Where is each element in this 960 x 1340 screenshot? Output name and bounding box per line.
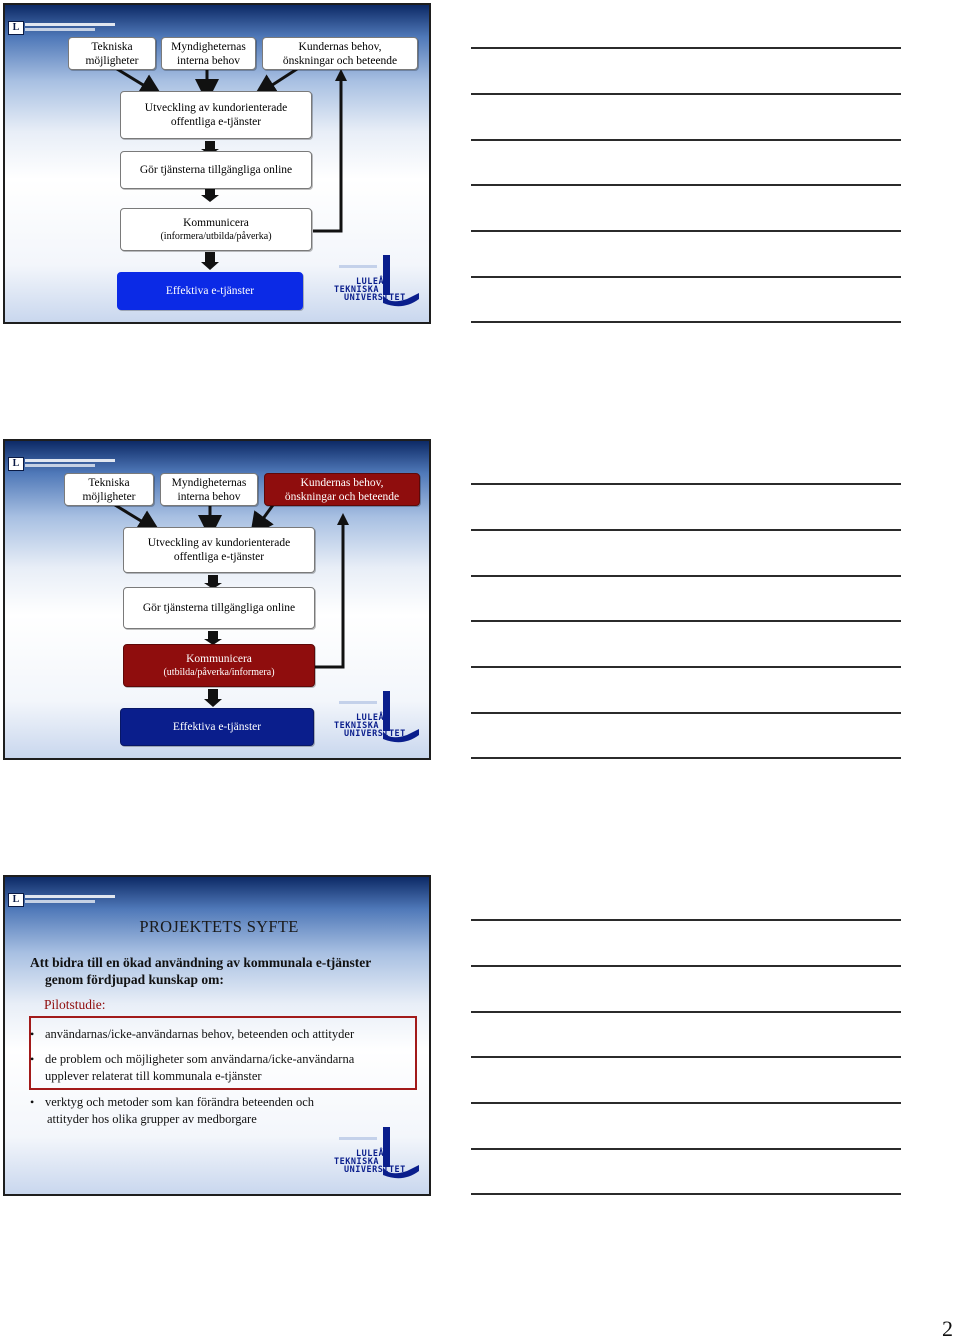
bullet-text: attityder hos olika grupper av medborgare [47, 1112, 257, 1126]
logo-line: UNIVERSITET [344, 1165, 406, 1175]
box-text-line: interna behov [177, 490, 241, 503]
logo-line: LULEÅ [356, 713, 385, 723]
ltu-mini-logo: L [8, 21, 24, 35]
box-text-line: (informera/utbilda/påverka) [160, 230, 272, 242]
note-line [471, 1011, 901, 1013]
box-technical-possibilities [68, 37, 156, 70]
note-line [471, 1148, 901, 1150]
slide-title: PROJEKTETS SYFTE [139, 917, 299, 936]
box-text-line: Kundernas behov, [298, 40, 382, 53]
box-authority-needs [160, 473, 258, 506]
note-line [471, 1102, 901, 1104]
box-effective-services [120, 708, 314, 746]
box-effective-services [117, 272, 303, 310]
box-text-line: offentliga e-tjänster [170, 116, 262, 128]
box-text-line: interna behov [177, 54, 240, 67]
box-text-line: Gör tjänsterna tillgängliga online [139, 164, 293, 176]
ltu-mini-logo: L [8, 893, 24, 907]
note-line [471, 139, 901, 141]
note-line [471, 483, 901, 485]
box-communicate [123, 644, 315, 687]
box-communicate [120, 208, 312, 251]
bullet-item [45, 1051, 415, 1085]
note-line [471, 321, 901, 323]
note-line [471, 230, 901, 232]
box-customer-needs [262, 37, 418, 70]
box-authority-needs [161, 37, 256, 70]
box-technical-possibilities [64, 473, 154, 506]
note-line [471, 965, 901, 967]
bullet-text: användarnas/icke-användarnas behov, beteenden och attityder [45, 1027, 355, 1041]
box-text-line: Effektiva e-tjänster [165, 285, 255, 297]
logo-line: LULEÅ [356, 1149, 385, 1159]
note-line [471, 919, 901, 921]
bullet-text: upplever relaterat till kommunala e-tjänster [45, 1069, 262, 1083]
note-line [471, 93, 901, 95]
note-line [471, 47, 901, 49]
logo-line: TEKNISKA [334, 285, 379, 295]
box-customer-needs [264, 473, 420, 506]
box-text-line: Utveckling av kundorienterade [147, 537, 291, 549]
box-online [120, 151, 312, 189]
note-line [471, 1193, 901, 1195]
box-text-line: önskningar och beteende [284, 490, 400, 503]
lead-line: Att bidra till en ökad användning av kommunala e-tjänster [30, 955, 372, 970]
box-text-line: Kommunicera [183, 216, 249, 229]
bullet-item [45, 1094, 415, 1128]
note-line [471, 529, 901, 531]
note-line [471, 666, 901, 668]
bullet-item [45, 1026, 415, 1043]
ltu-logo-text [334, 714, 406, 738]
bullet-text: • verktyg och metoder som kan förändra beteenden och [45, 1095, 314, 1109]
logo-line: UNIVERSITET [344, 729, 406, 739]
box-develop-services [120, 91, 312, 139]
box-text-line: möjligheter [85, 54, 139, 67]
note-line [471, 1056, 901, 1058]
ltu-logo-text [334, 1150, 406, 1174]
header-text-decoration [25, 894, 120, 906]
slide-3 [3, 875, 431, 1196]
note-line [471, 276, 901, 278]
box-text-line: Tekniska [91, 40, 133, 53]
box-text-line: önskningar och beteende [282, 54, 398, 67]
logo-line: LULEÅ [356, 277, 385, 287]
ltu-logo-text [334, 278, 406, 302]
box-text-line: Tekniska [88, 476, 130, 489]
box-text-line: Myndigheternas [171, 476, 247, 489]
box-text-line: Kommunicera [186, 652, 252, 665]
pilot-study-label: Pilotstudie: [44, 997, 106, 1012]
box-online [123, 587, 315, 629]
box-text-line: offentliga e-tjänster [173, 551, 265, 563]
box-text-line: möjligheter [82, 490, 136, 503]
ltu-mini-logo: L [8, 457, 24, 471]
notes-area [471, 0, 901, 1340]
slide-1 [3, 3, 431, 324]
slide-lead-text [30, 954, 420, 988]
logo-line: UNIVERSITET [344, 293, 406, 303]
box-text-line: Utveckling av kundorienterade [144, 102, 288, 114]
note-line [471, 184, 901, 186]
box-text-line: (utbilda/påverka/informera) [163, 666, 275, 678]
logo-line: TEKNISKA [334, 721, 379, 731]
box-text-line: Effektiva e-tjänster [172, 721, 262, 733]
note-line [471, 575, 901, 577]
slide-2 [3, 439, 431, 760]
lead-line: genom fördjupad kunskap om: [45, 972, 224, 987]
note-line [471, 757, 901, 759]
box-text-line: Gör tjänsterna tillgängliga online [142, 602, 296, 614]
box-text-line: Kundernas behov, [300, 476, 384, 489]
box-text-line: Myndigheternas [171, 40, 246, 53]
page-number: 2 [942, 1316, 953, 1340]
note-line [471, 712, 901, 714]
bullet-text: • de problem och möjligheter som användarna/icke-användarna [45, 1052, 355, 1066]
logo-line: TEKNISKA [334, 1157, 379, 1167]
note-line [471, 620, 901, 622]
box-develop-services [123, 527, 315, 573]
